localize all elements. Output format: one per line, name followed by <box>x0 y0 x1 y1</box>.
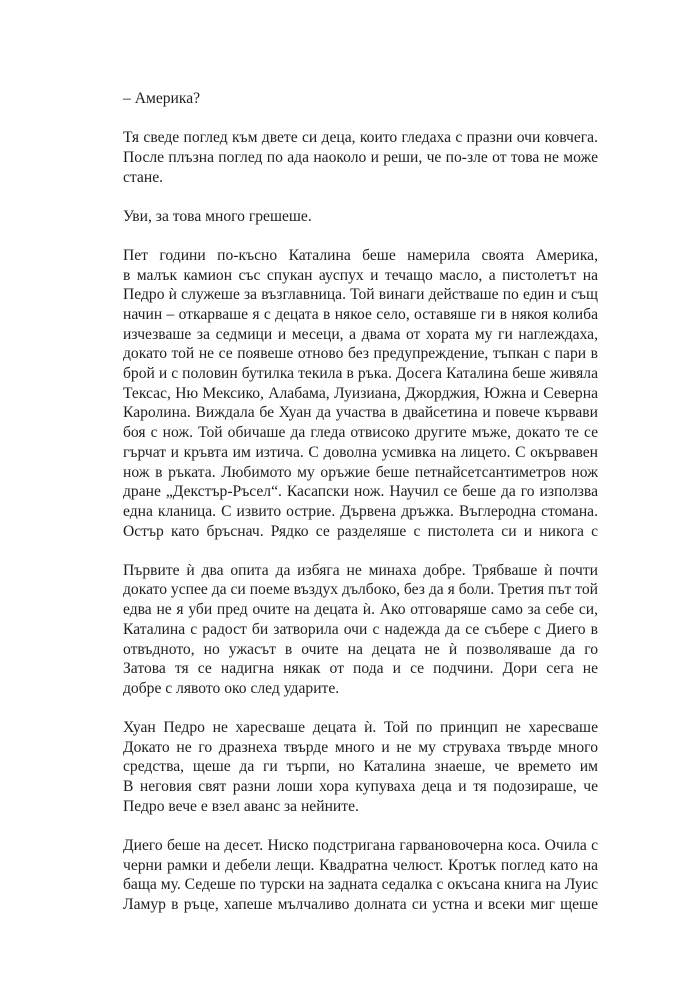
text-line: Затова тя се надигна някак от пода и се подчини. Дори сега не <box>123 660 598 678</box>
text-line: една кланица. С извито острие. Дървена дръжка. Въглеродна стомана. <box>123 502 598 520</box>
text-line: черни рамки и дебели лещи. Квадратна челюст. Кротък поглед като на <box>123 856 598 874</box>
text-line: докато той не се появеше отново без предупреждение, тъпкан с пари в <box>123 345 598 363</box>
text-line: дране „Декстър-Ръсел“. Касапски нож. Научил се беше да го използва <box>123 483 598 501</box>
text-line: изчезваше за седмици и месеци, а двама от хората му ги наглеждаха, <box>123 325 598 343</box>
text-line: Каролина. Виждала бе Хуан да участва в двайсетина и повече кървави <box>123 404 598 422</box>
body-text <box>123 89 598 934</box>
text-line: Ламур в ръце, хапеше мълчаливо долната си устна и всеки миг щеше <box>123 896 598 914</box>
paragraph <box>123 836 598 915</box>
text-line: Тексас, Ню Мексико, Алабама, Луизиана, Джорджия, Южна и Северна <box>123 384 598 402</box>
text-line: Каталина с радост би затворила очи с надежда да се събере с Диего в <box>123 620 598 638</box>
text-line: добре с лявото око след ударите. <box>123 679 340 697</box>
text-line: После плъзна поглед по ада наоколо и реши, че по-зле от това не може <box>123 148 598 166</box>
text-line: начин – откарваше я с децата в някое село, оставяше ги в някоя колиба <box>123 306 598 323</box>
paragraph <box>123 89 598 109</box>
text-line: в малък камион със спукан ауспух и течащо масло, а пистолетът на <box>123 266 598 284</box>
text-line: Диего беше на десет. Ниско подстригана гарвановочерна коса. Очила с <box>123 837 598 854</box>
text-line: В неговия свят разни лоши хора купуваха деца и тя подозираше, че <box>123 778 598 796</box>
text-line: нож в ръката. Любимото му оръжие беше петнайсетсантиметров нож <box>123 463 598 481</box>
text-line: отвъдното, но ужасът в очите на децата не ѝ позволяваше да го <box>123 640 598 658</box>
text-line: Тя сведе поглед към двете си деца, които гледаха с празни очи ковчега. <box>123 129 598 147</box>
paragraph <box>123 561 598 699</box>
text-line: стане. <box>123 168 164 186</box>
text-line: – Америка? <box>123 90 201 107</box>
paragraph <box>123 128 598 187</box>
text-line: Уви, за това много грешеше. <box>123 207 312 225</box>
paragraph <box>123 207 598 227</box>
text-line: Първите ѝ два опита да избяга не минаха добре. Трябваше ѝ почти <box>123 561 598 579</box>
text-line: Пет години по-късно Каталина беше намерила своята Америка, <box>123 246 598 264</box>
text-line: Хуан Педро не харесваше децата ѝ. Той по принцип не харесваше <box>123 719 598 737</box>
paragraph <box>123 718 598 816</box>
text-line: едва не я уби пред очите на децата ѝ. Ако отговаряше само за себе си, <box>123 601 598 619</box>
text-line: брой и с половин бутилка текила в ръка. Досега Каталина беше живяла <box>123 365 598 383</box>
text-line: боя с нож. Той обичаше да гледа отвисоко другите мъже, докато те се <box>123 424 598 442</box>
text-line: Докато не го дразнеха твърде много и не му струваха твърде много <box>123 738 598 756</box>
paragraph <box>123 246 598 541</box>
text-line: средства, щеше да ги търпи, но Каталина знаеше, че времето им <box>123 758 598 776</box>
text-line: баща му. Седеше по турски на задната седалка с окъсана книга на Луис <box>123 876 598 894</box>
text-line: Педро вече е взел аванс за нейните. <box>123 797 359 815</box>
text-line: Педро ѝ служеше за възглавница. Той винаги действаше по един и същ <box>123 286 598 304</box>
text-line: Остър като бръснач. Рядко се разделяше с пистолета си и никога с <box>123 522 598 540</box>
text-line: докато успее да си поеме въздух дълбоко, без да я боли. Третия път той <box>123 581 598 599</box>
text-line: гърчат и кръвта им изтича. С доволна усмивка на лицето. С окървавен <box>123 443 598 461</box>
